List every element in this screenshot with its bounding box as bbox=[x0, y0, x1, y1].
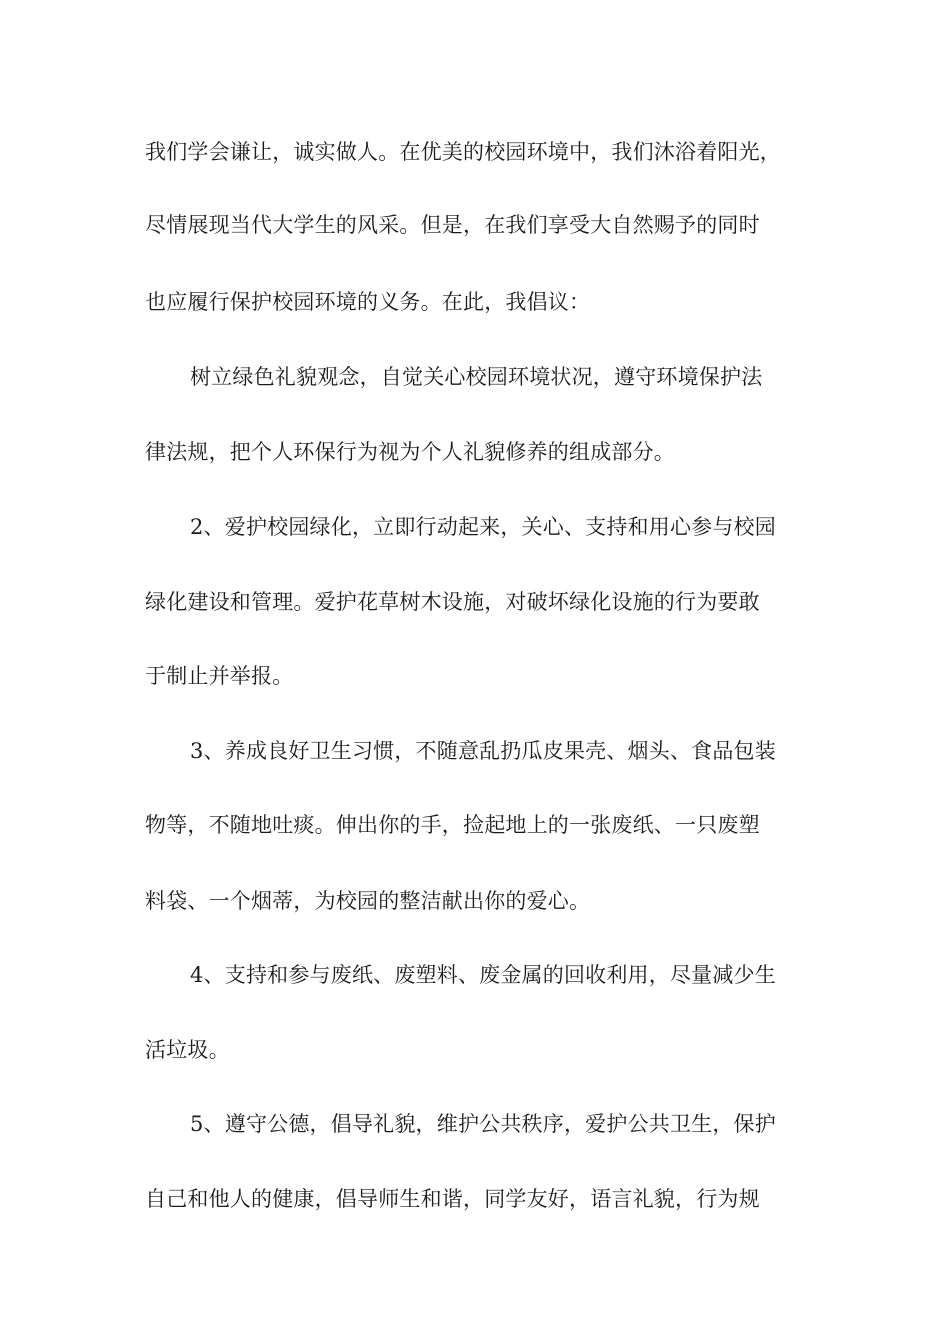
text-line: 物等，不随地吐痰。伸出你的手，捡起地上的一张废纸、一只废塑 bbox=[145, 813, 760, 837]
text-line: 活垃圾。 bbox=[145, 1038, 230, 1062]
text-line: 尽情展现当代大学生的风采。但是，在我们享受大自然赐予的同时 bbox=[145, 213, 760, 237]
paragraph-first-line: 2、爱护校园绿化，立即行动起来，关心、支持和用心参与校园 bbox=[190, 515, 776, 539]
text-line: 料袋、一个烟蒂，为校园的整洁献出你的爱心。 bbox=[145, 889, 591, 913]
paragraph-first-line: 3、养成良好卫生习惯，不随意乱扔瓜皮果壳、烟头、食品包装 bbox=[190, 739, 776, 763]
text-line: 绿化建设和管理。爱护花草树木设施，对破坏绿化设施的行为要敢 bbox=[145, 590, 760, 614]
paragraph-first-line: 4、支持和参与废纸、废塑料、废金属的回收利用，尽量减少生 bbox=[190, 963, 776, 987]
text-line: 律法规，把个人环保行为视为个人礼貌修养的组成部分。 bbox=[145, 440, 675, 464]
text-line: 自己和他人的健康，倡导师生和谐，同学友好，语言礼貌，行为规 bbox=[145, 1187, 760, 1211]
text-line: 于制止并举报。 bbox=[145, 664, 294, 688]
text-line: 也应履行保护校园环境的义务。在此，我倡议： bbox=[145, 290, 591, 314]
paragraph-first-line: 树立绿色礼貌观念，自觉关心校园环境状况，遵守环境保护法 bbox=[190, 365, 763, 389]
text-line: 我们学会谦让，诚实做人。在优美的校园环境中，我们沐浴着阳光， bbox=[145, 140, 781, 164]
paragraph-first-line: 5、遵守公德，倡导礼貌，维护公共秩序，爱护公共卫生，保护 bbox=[190, 1112, 776, 1136]
